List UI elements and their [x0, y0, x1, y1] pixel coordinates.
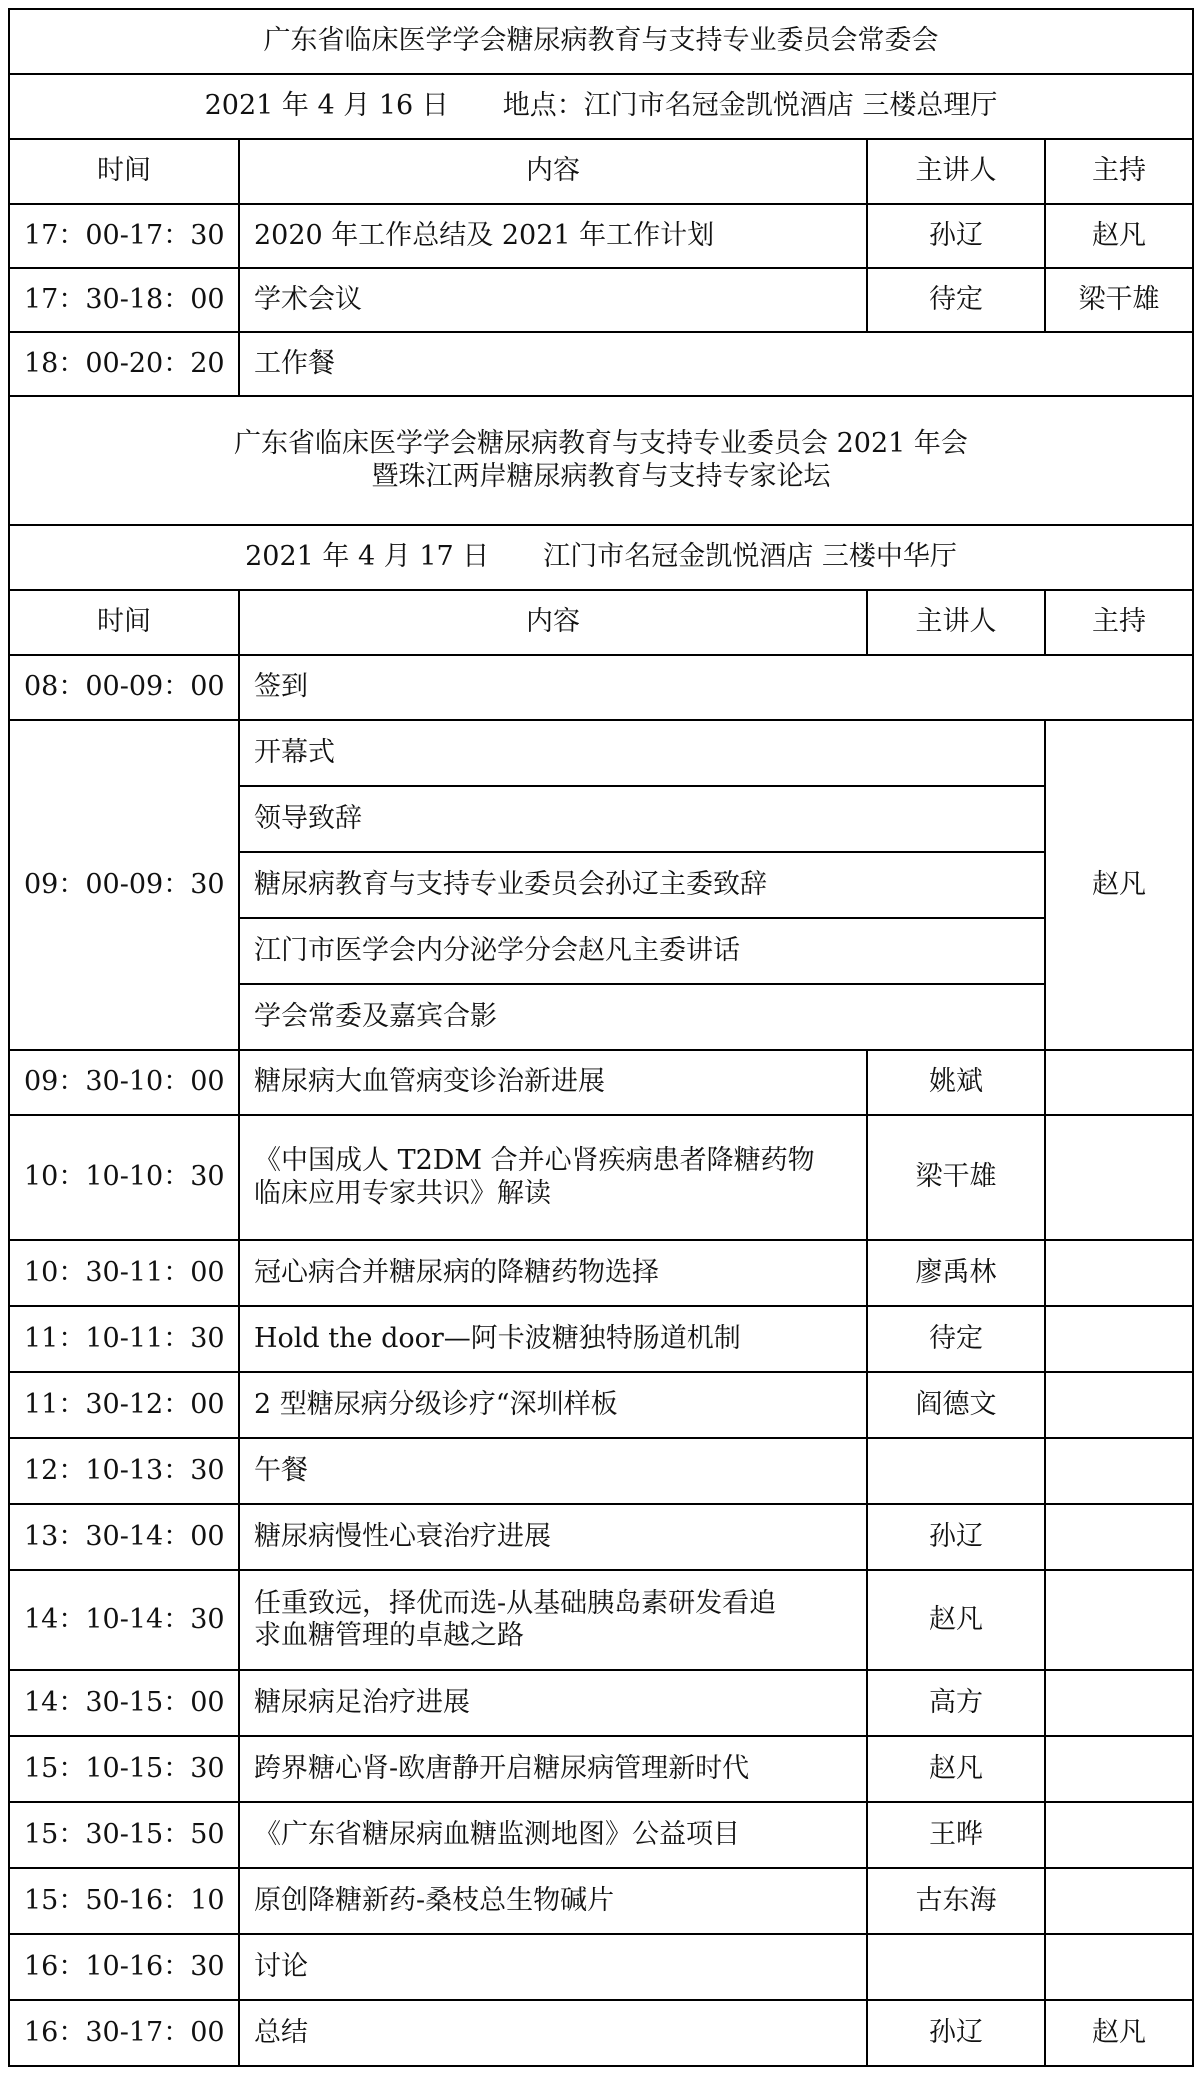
- row-speaker: 赵凡: [867, 1736, 1045, 1802]
- table-row: [9, 720, 1193, 786]
- row-host: [1045, 1570, 1193, 1670]
- section1-header-row: [9, 139, 1193, 204]
- section2-date-row: [9, 525, 1193, 590]
- header-host: 主持: [1045, 139, 1193, 204]
- row-speaker: 待定: [867, 268, 1045, 332]
- row-time: 11：30-12：00: [9, 1372, 239, 1438]
- section2-title-line1: 广东省临床医学学会糖尿病教育与支持专业委员会 2021 年会: [234, 428, 968, 460]
- row-speaker: 阎德文: [867, 1372, 1045, 1438]
- row-speaker: 古东海: [867, 1868, 1045, 1934]
- row-time: 16：30-17：00: [9, 2000, 239, 2066]
- section1-title: 广东省临床医学学会糖尿病教育与支持专业委员会常委会: [9, 9, 1193, 74]
- row-time: 18：00-20：20: [9, 332, 239, 396]
- row-time: 12：10-13：30: [9, 1438, 239, 1504]
- opening-item: 学会常委及嘉宾合影: [239, 984, 1045, 1050]
- row-speaker: 梁干雄: [867, 1115, 1045, 1240]
- row-host: [1045, 1306, 1193, 1372]
- row-content: 糖尿病足治疗进展: [239, 1670, 867, 1736]
- header-time: 时间: [9, 139, 239, 204]
- row-host: [1045, 1934, 1193, 2000]
- table-row: [9, 1868, 1193, 1934]
- row-content: 冠心病合并糖尿病的降糖药物选择: [239, 1240, 867, 1306]
- row-host: [1045, 1372, 1193, 1438]
- agenda-table: [8, 8, 1194, 2067]
- header-speaker: 主讲人: [867, 590, 1045, 655]
- row-content: 工作餐: [239, 332, 1193, 396]
- section2-title: [9, 396, 1193, 525]
- table-row: [9, 1372, 1193, 1438]
- row-speaker: [867, 1438, 1045, 1504]
- row-time: 08：00-09：00: [9, 655, 239, 720]
- row-content-line2: 临床应用专家共识》解读: [254, 1177, 551, 1209]
- row-content: 讨论: [239, 1934, 867, 2000]
- table-row: [9, 1306, 1193, 1372]
- row-host: 赵凡: [1045, 204, 1193, 268]
- row-content: 午餐: [239, 1438, 867, 1504]
- table-row: [9, 1050, 1193, 1115]
- table-row: [9, 1115, 1193, 1240]
- row-time: 11：10-11：30: [9, 1306, 239, 1372]
- section1-title-row: [9, 9, 1193, 74]
- row-content: 学术会议: [239, 268, 867, 332]
- row-content: 《广东省糖尿病血糖监测地图》公益项目: [239, 1802, 867, 1868]
- table-row: [9, 1802, 1193, 1868]
- row-content: 糖尿病大血管病变诊治新进展: [239, 1050, 867, 1115]
- row-host: [1045, 1240, 1193, 1306]
- row-content: 签到: [239, 655, 1193, 720]
- section2-title-row: [9, 396, 1193, 525]
- row-time: 09：30-10：00: [9, 1050, 239, 1115]
- section1-date-row: [9, 74, 1193, 139]
- row-host: [1045, 1050, 1193, 1115]
- table-row: [9, 204, 1193, 268]
- row-host: [1045, 1504, 1193, 1570]
- row-content: 糖尿病慢性心衰治疗进展: [239, 1504, 867, 1570]
- opening-item: 领导致辞: [239, 786, 1045, 852]
- row-speaker: 赵凡: [867, 1570, 1045, 1670]
- row-speaker: 孙辽: [867, 204, 1045, 268]
- row-time: 17：00-17：30: [9, 204, 239, 268]
- row-host: 梁干雄: [1045, 268, 1193, 332]
- table-row: [9, 655, 1193, 720]
- row-content-line2: 求血糖管理的卓越之路: [254, 1620, 524, 1651]
- row-speaker: 姚斌: [867, 1050, 1045, 1115]
- table-row: [9, 1438, 1193, 1504]
- row-host: [1045, 1115, 1193, 1240]
- row-time: 14：30-15：00: [9, 1670, 239, 1736]
- table-row: [9, 1570, 1193, 1670]
- row-time: 15：50-16：10: [9, 1868, 239, 1934]
- row-host: [1045, 1802, 1193, 1868]
- row-speaker: 孙辽: [867, 1504, 1045, 1570]
- row-content: 2 型糖尿病分级诊疗“深圳样板: [239, 1372, 867, 1438]
- row-content: 总结: [239, 2000, 867, 2066]
- row-content: [239, 1115, 867, 1240]
- opening-item: 开幕式: [239, 720, 1045, 786]
- row-content: 2020 年工作总结及 2021 年工作计划: [239, 204, 867, 268]
- opening-host: 赵凡: [1045, 720, 1193, 1050]
- row-time: 15：10-15：30: [9, 1736, 239, 1802]
- row-time: 10：10-10：30: [9, 1115, 239, 1240]
- row-host: [1045, 1670, 1193, 1736]
- section2-date-location: 2021 年 4 月 17 日 江门市名冠金凯悦酒店 三楼中华厅: [9, 525, 1193, 590]
- row-time: 15：30-15：50: [9, 1802, 239, 1868]
- table-row: [9, 1670, 1193, 1736]
- row-content: [239, 1570, 867, 1670]
- row-time: 14：10-14：30: [9, 1570, 239, 1670]
- row-content-line1: 任重致远，择优而选-从基础胰岛素研发看追: [254, 1587, 777, 1619]
- row-speaker: [867, 1934, 1045, 2000]
- section2-header-row: [9, 590, 1193, 655]
- row-content-line1: 《中国成人 T2DM 合并心肾疾病患者降糖药物: [254, 1145, 815, 1177]
- row-time: 13：30-14：00: [9, 1504, 239, 1570]
- row-content: 跨界糖心肾-欧唐静开启糖尿病管理新时代: [239, 1736, 867, 1802]
- header-host: 主持: [1045, 590, 1193, 655]
- row-time: 16：10-16：30: [9, 1934, 239, 2000]
- row-host: [1045, 1868, 1193, 1934]
- row-host: [1045, 1736, 1193, 1802]
- table-row: [9, 268, 1193, 332]
- row-speaker: 王晔: [867, 1802, 1045, 1868]
- row-time: 10：30-11：00: [9, 1240, 239, 1306]
- row-content: Hold the door—阿卡波糖独特肠道机制: [239, 1306, 867, 1372]
- agenda-document: [8, 8, 1192, 2069]
- row-time: 17：30-18：00: [9, 268, 239, 332]
- header-content: 内容: [239, 590, 867, 655]
- table-row: [9, 332, 1193, 396]
- row-speaker: 廖禹林: [867, 1240, 1045, 1306]
- table-row: [9, 1504, 1193, 1570]
- row-host: 赵凡: [1045, 2000, 1193, 2066]
- row-speaker: 高方: [867, 1670, 1045, 1736]
- row-speaker: 待定: [867, 1306, 1045, 1372]
- opening-item: 江门市医学会内分泌学分会赵凡主委讲话: [239, 918, 1045, 984]
- table-row: [9, 1736, 1193, 1802]
- row-speaker: 孙辽: [867, 2000, 1045, 2066]
- table-row: [9, 1934, 1193, 2000]
- section1-date-location: 2021 年 4 月 16 日 地点：江门市名冠金凯悦酒店 三楼总理厅: [9, 74, 1193, 139]
- row-time: 09：00-09：30: [9, 720, 239, 1050]
- table-row: [9, 1240, 1193, 1306]
- header-content: 内容: [239, 139, 867, 204]
- header-speaker: 主讲人: [867, 139, 1045, 204]
- row-content: 原创降糖新药-桑枝总生物碱片: [239, 1868, 867, 1934]
- header-time: 时间: [9, 590, 239, 655]
- table-row: [9, 2000, 1193, 2066]
- section2-title-line2: 暨珠江两岸糖尿病教育与支持专家论坛: [371, 460, 831, 492]
- row-host: [1045, 1438, 1193, 1504]
- opening-item: 糖尿病教育与支持专业委员会孙辽主委致辞: [239, 852, 1045, 918]
